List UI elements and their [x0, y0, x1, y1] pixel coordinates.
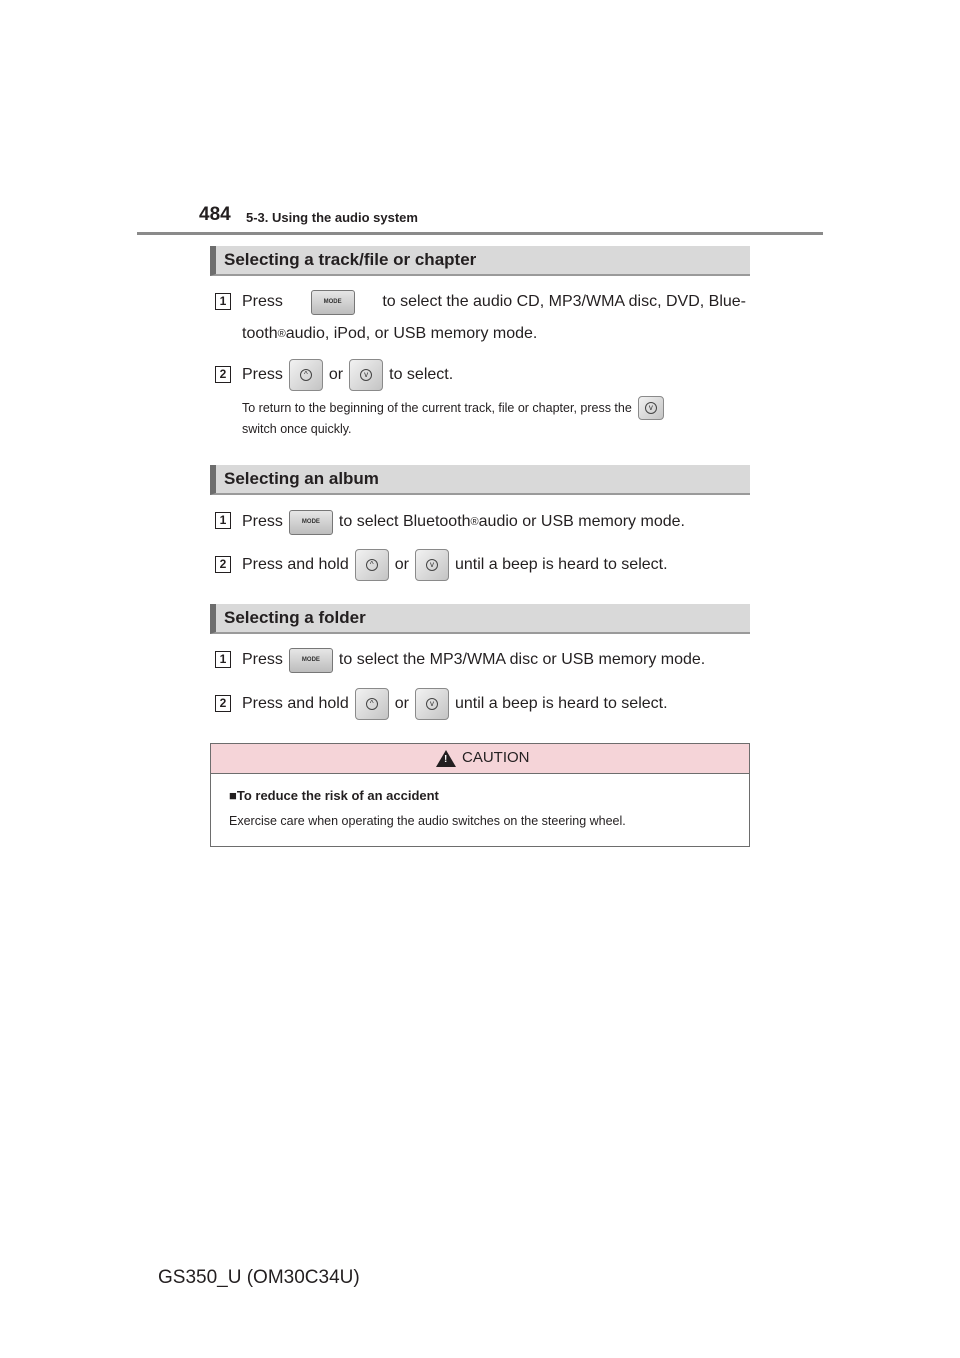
note-text: To return to the beginning of the current track, file or chapter, press the [242, 401, 632, 415]
step-text: to select Bluetooth [338, 513, 471, 530]
caution-text: Exercise care when operating the audio switches on the steering wheel. [229, 814, 626, 828]
seek-up-icon: ^ [355, 688, 389, 720]
mode-button-icon: MODE [289, 648, 333, 673]
header-rule [137, 232, 823, 235]
step-text: or [394, 695, 409, 712]
heading-selecting-track: Selecting a track/file or chapter [210, 246, 750, 276]
step-number: 1 [215, 512, 231, 529]
track-step1-line2 [242, 322, 537, 346]
warning-icon: ! [436, 750, 456, 767]
step-text: to select the audio CD, MP3/WMA disc, DVD, Blue- [382, 293, 746, 310]
folder-step1 [242, 646, 705, 674]
seek-down-icon: v [638, 396, 664, 420]
seek-up-icon: ^ [355, 549, 389, 581]
caution-box [210, 743, 750, 847]
step-text: or [328, 366, 344, 383]
seek-down-icon: v [415, 688, 449, 720]
mode-button-icon: MODE [311, 290, 355, 315]
step-number: 2 [215, 556, 231, 573]
registered-mark: ® [277, 328, 286, 340]
step-text: to select. [389, 366, 454, 383]
step-text: Press and hold [242, 556, 349, 573]
section-title: 5-3. Using the audio system [246, 210, 418, 225]
note-text: switch once quickly. [242, 422, 352, 436]
heading-selecting-folder: Selecting a folder [210, 604, 750, 634]
step-text: Press [242, 293, 283, 310]
step-text: Press [242, 366, 283, 383]
step-text: audio, iPod, or USB memory mode. [285, 325, 538, 342]
step-text: to select the MP3/WMA disc or USB memory mode. [338, 651, 706, 668]
mode-button-icon: MODE [289, 510, 333, 535]
step-number: 1 [215, 651, 231, 668]
heading-selecting-album: Selecting an album [210, 465, 750, 495]
seek-down-icon: v [349, 359, 383, 391]
track-step1-line1 [242, 288, 746, 316]
album-step2 [242, 549, 668, 581]
page-header [199, 204, 829, 234]
step-text: Press [242, 513, 283, 530]
step-text: audio or USB memory mode. [478, 513, 685, 530]
step-number: 2 [215, 366, 231, 383]
track-step2 [242, 359, 453, 391]
step-text: until a beep is heard to select. [454, 556, 668, 573]
step-text: or [394, 556, 409, 573]
page-number: 484 [199, 204, 231, 225]
track-note-line1 [242, 396, 670, 420]
caution-label: CAUTION [462, 749, 530, 766]
registered-mark: ® [470, 516, 479, 528]
seek-up-icon: ^ [289, 359, 323, 391]
step-number: 1 [215, 293, 231, 310]
footer-model-code: GS350_U (OM30C34U) [158, 1267, 360, 1288]
seek-down-icon: v [415, 549, 449, 581]
caution-header [211, 744, 749, 774]
album-step1 [242, 508, 685, 536]
step-text: until a beep is heard to select. [454, 695, 668, 712]
step-text: Press and hold [242, 695, 349, 712]
step-text: Press [242, 651, 283, 668]
step-number: 2 [215, 695, 231, 712]
caution-title: ■To reduce the risk of an accident [229, 788, 439, 803]
step-text: tooth [242, 325, 278, 342]
folder-step2 [242, 688, 668, 720]
